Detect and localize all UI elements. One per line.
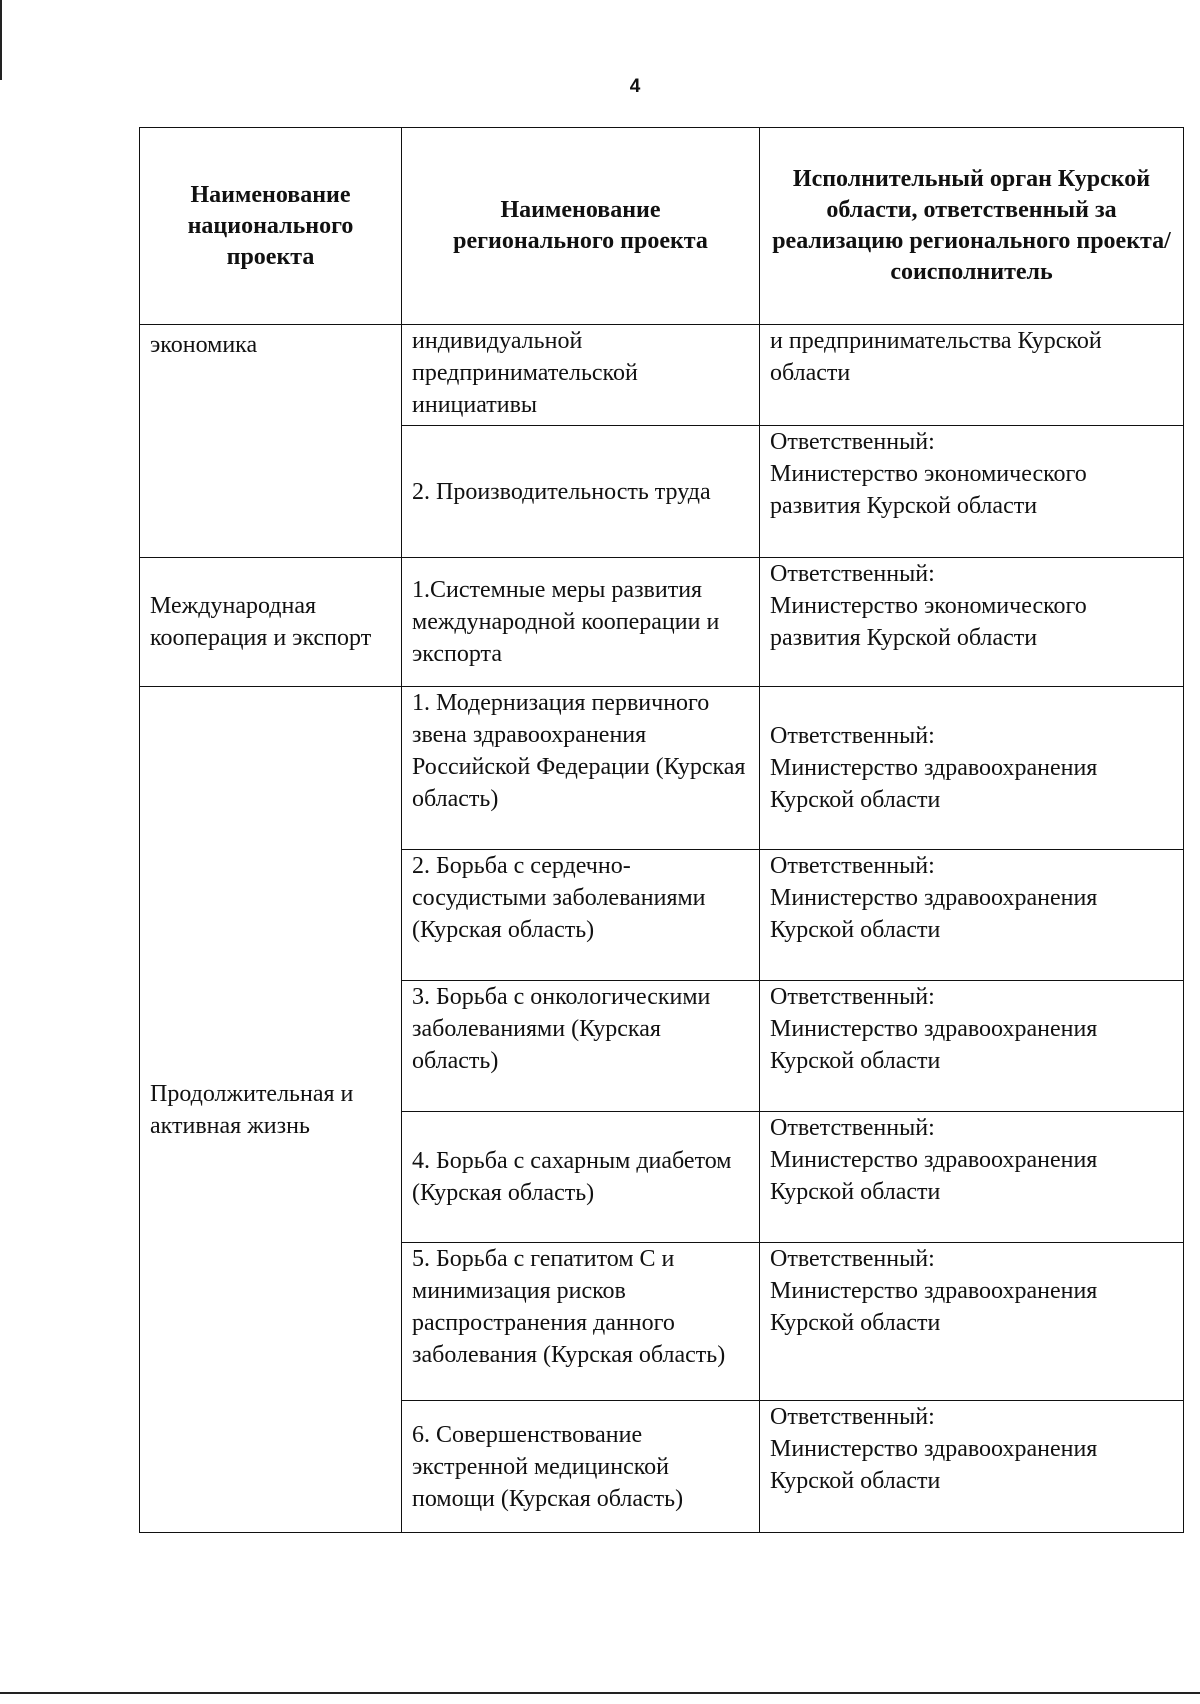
executor-name: Министерство здравоохранения Курской области: [770, 1147, 1098, 1205]
executor-name: Министерство здравоохранения Курской области: [770, 755, 1098, 813]
executor-label: Ответственный:: [770, 723, 935, 749]
scan-edge-left: [0, 0, 2, 80]
regional-project-cell: 1.Системные меры развития международной кооперации и экспорта: [402, 558, 760, 687]
executor-name: Министерство экономического развития Курской области: [770, 593, 1087, 651]
header-regional-project: Наименование регионального проекта: [402, 128, 760, 325]
executor-label: Ответственный:: [770, 984, 935, 1010]
executor-name: Министерство экономического развития Курской области: [770, 461, 1087, 519]
regional-project-cell: 4. Борьба с сахарным диабетом (Курская область): [402, 1112, 760, 1243]
executor-name: и предпринимательства Курской области: [770, 328, 1102, 386]
executor-cell: [760, 687, 1184, 850]
table-row: [140, 325, 1184, 426]
executor-cell: [760, 325, 1184, 426]
executor-cell: [760, 426, 1184, 558]
executor-label: Ответственный:: [770, 1404, 935, 1430]
executor-cell: [760, 1401, 1184, 1533]
table-row: [140, 558, 1184, 687]
executor-label: Ответственный:: [770, 1246, 935, 1272]
national-project-cell: Международная кооперация и экспорт: [140, 558, 402, 687]
executor-label: Ответственный:: [770, 429, 935, 455]
table-header-row: [140, 128, 1184, 325]
executor-name: Министерство здравоохранения Курской области: [770, 885, 1098, 943]
regional-project-cell: 2. Борьба с сердечно-сосудистыми заболеваниями (Курская область): [402, 850, 760, 981]
executor-label: Ответственный:: [770, 853, 935, 879]
executor-name: Министерство здравоохранения Курской области: [770, 1016, 1098, 1074]
regional-project-cell: индивидуальной предпринимательской инициативы: [402, 325, 760, 426]
executor-cell: [760, 1243, 1184, 1401]
scan-edge-bottom: [0, 1692, 1200, 1694]
header-executive-body: Исполнительный орган Курской области, ответственный за реализацию регионального проекта/соисполнитель: [760, 128, 1184, 325]
projects-table: [139, 127, 1184, 1533]
executor-label: Ответственный:: [770, 1115, 935, 1141]
national-project-cell: экономика: [140, 325, 402, 558]
regional-project-cell: 6. Совершенствование экстренной медицинской помощи (Курская область): [402, 1401, 760, 1533]
executor-cell: [760, 850, 1184, 981]
executor-cell: [760, 558, 1184, 687]
executor-cell: [760, 1112, 1184, 1243]
national-project-cell: Продолжительная и активная жизнь: [140, 687, 402, 1533]
page-number: 4: [629, 76, 641, 97]
executor-label: Ответственный:: [770, 561, 935, 587]
header-national-project: Наименование национального проекта: [140, 128, 402, 325]
regional-project-cell: 2. Производительность труда: [402, 426, 760, 558]
executor-name: Министерство здравоохранения Курской области: [770, 1278, 1098, 1336]
executor-name: Министерство здравоохранения Курской области: [770, 1436, 1098, 1494]
table-row: [140, 687, 1184, 850]
regional-project-cell: 1. Модернизация первичного звена здравоохранения Российской Федерации (Курская область): [402, 687, 760, 850]
regional-project-cell: 3. Борьба с онкологическими заболеваниями (Курская область): [402, 981, 760, 1112]
regional-project-cell: 5. Борьба с гепатитом С и минимизация рисков распространения данного заболевания (Курская область): [402, 1243, 760, 1401]
executor-cell: [760, 981, 1184, 1112]
